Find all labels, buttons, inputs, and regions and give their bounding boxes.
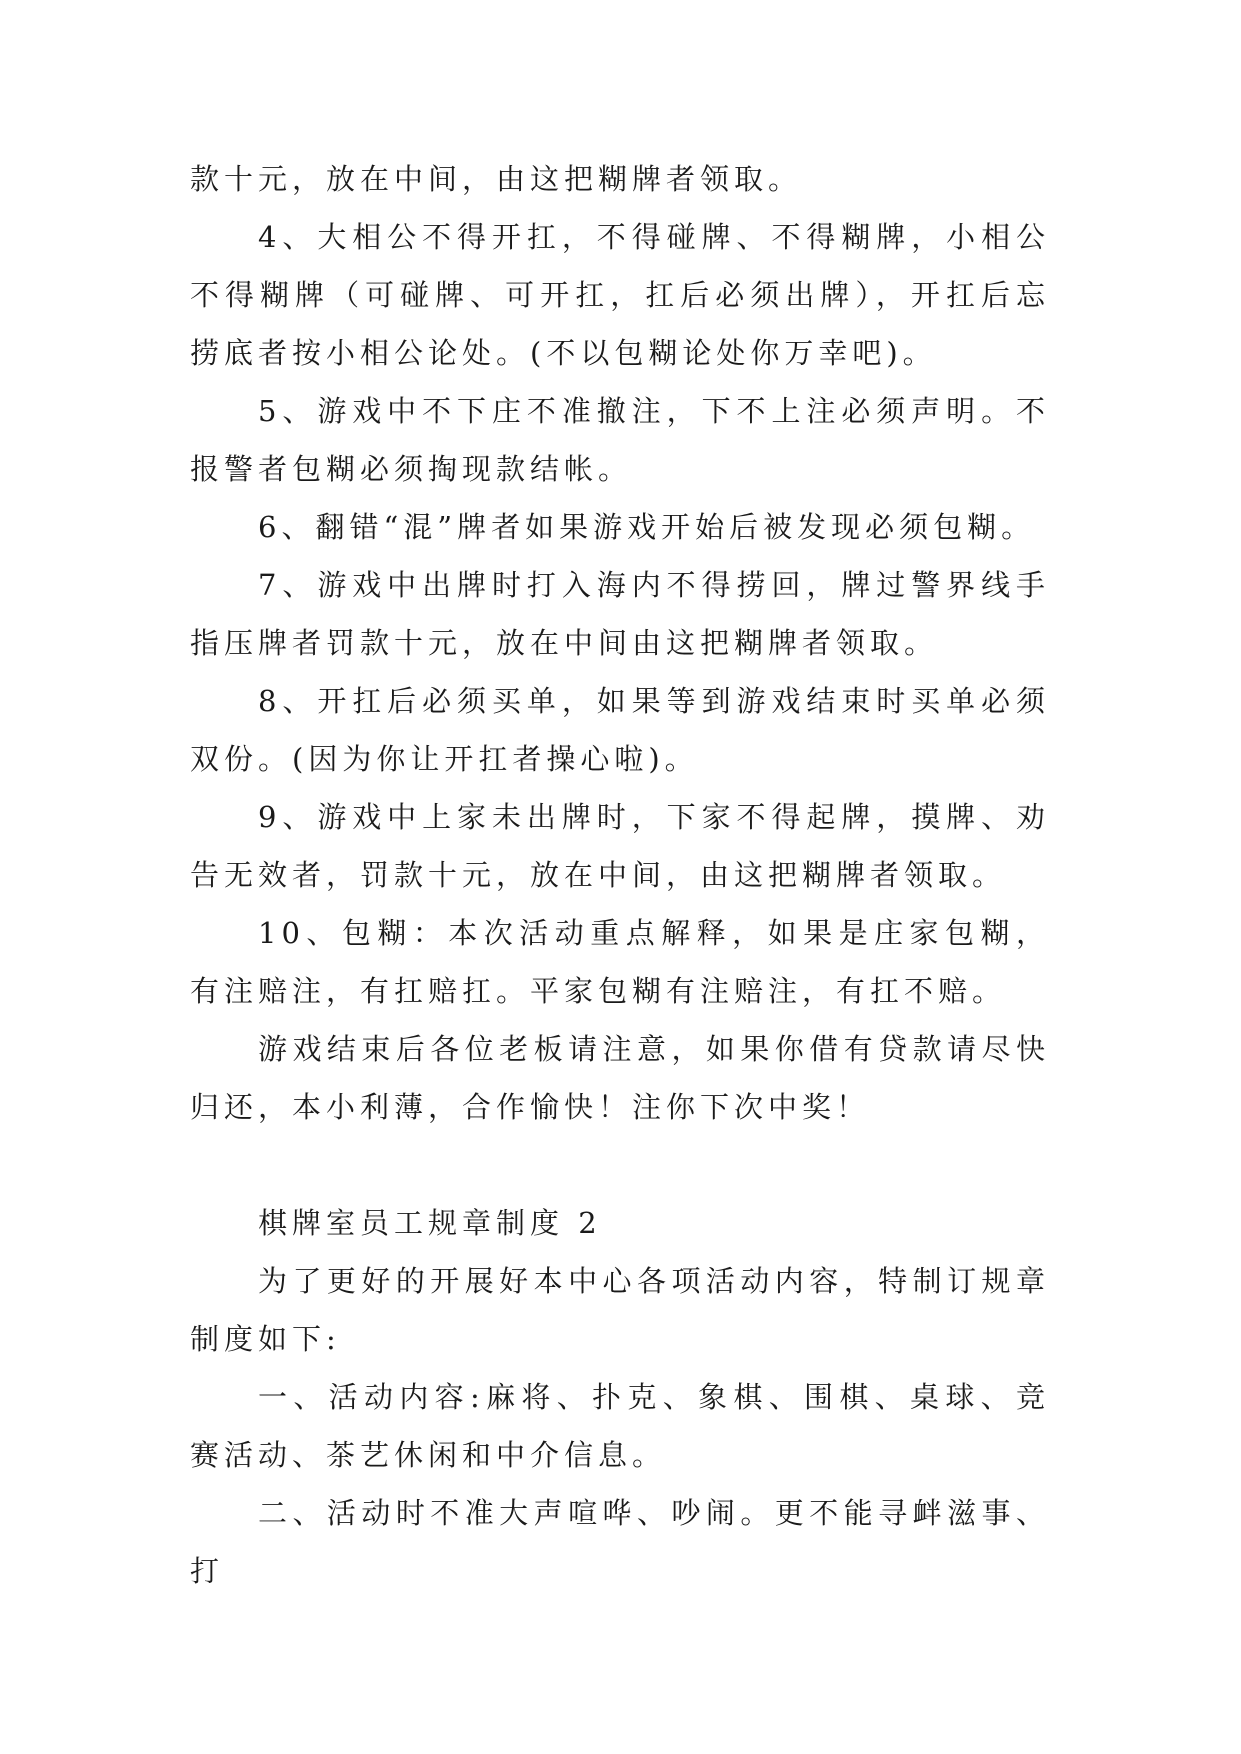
document-body	[190, 150, 1050, 1600]
paragraph-rule-6: 6、翻错“混”牌者如果游戏开始后被发现必须包糊。	[258, 510, 1036, 544]
paragraph-continuation: 款十元，放在中间，由这把糊牌者领取。	[190, 162, 803, 196]
paragraph-rule-9: 9、游戏中上家未出牌时，下家不得起牌，摸牌、劝告无效者，罚款十元，放在中间，由这把糊牌者领取。	[190, 800, 1050, 892]
paragraph-rule-7: 7、游戏中出牌时打入海内不得捞回，牌过警界线手指压牌者罚款十元，放在中间由这把糊牌者领取。	[190, 568, 1050, 660]
paragraph-item-2: 二、活动时不准大声喧哗、吵闹。更不能寻衅滋事、打	[190, 1496, 1050, 1588]
paragraph-intro: 为了更好的开展好本中心各项活动内容，特制订规章制度如下:	[190, 1264, 1050, 1356]
paragraph-rule-8: 8、开扛后必须买单，如果等到游戏结束时买单必须双份。(因为你让开扛者操心啦)。	[190, 684, 1050, 776]
paragraph-rule-4: 4、大相公不得开扛，不得碰牌、不得糊牌，小相公不得糊牌（可碰牌、可开扛，扛后必须出牌），开扛后忘捞底者按小相公论处。(不以包糊论处你万幸吧)。	[190, 220, 1050, 370]
section-title: 棋牌室员工规章制度 2	[258, 1206, 602, 1240]
paragraph-rule-10: 10、包糊：本次活动重点解释，如果是庄家包糊，有注赔注，有扛赔扛。平家包糊有注赔注，有扛不赔。	[190, 916, 1050, 1008]
paragraph-item-1: 一、活动内容:麻将、扑克、象棋、围棋、桌球、竞赛活动、茶艺休闲和中介信息。	[190, 1380, 1050, 1472]
paragraph-closing-note: 游戏结束后各位老板请注意，如果你借有贷款请尽快归还，本小利薄，合作愉快！注你下次中奖！	[190, 1032, 1050, 1124]
section-spacer	[190, 1136, 1050, 1194]
paragraph-rule-5: 5、游戏中不下庄不准撤注，下不上注必须声明。不报警者包糊必须掏现款结帐。	[190, 394, 1050, 486]
